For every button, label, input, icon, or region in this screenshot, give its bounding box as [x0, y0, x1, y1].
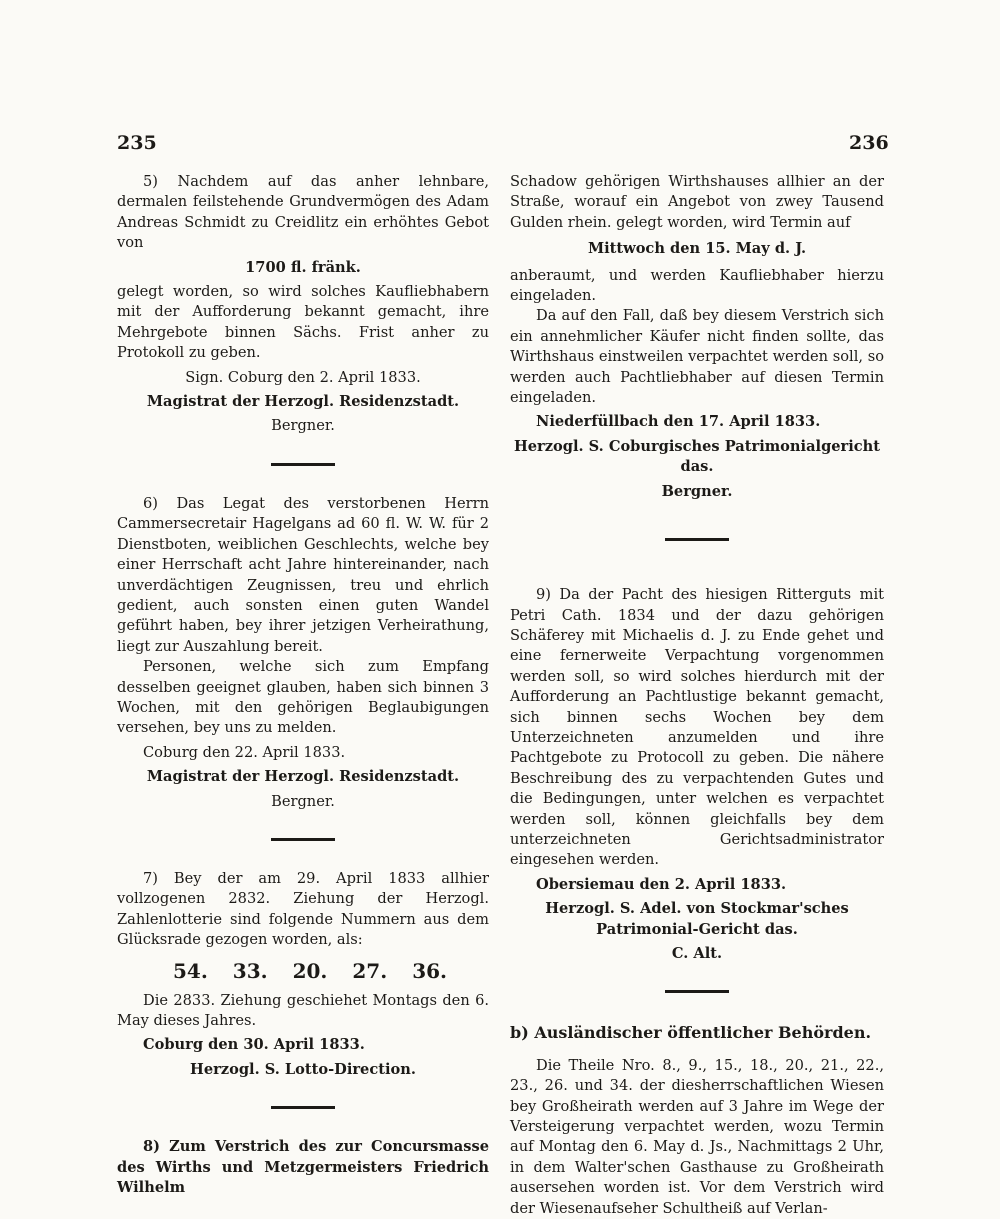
- notice-8-term: Mittwoch den 15. May d. J.: [587, 240, 807, 258]
- notice-5-signature: Bergner.: [271, 417, 335, 435]
- notice-5-date: Sign. Coburg den 2. April 1833.: [185, 368, 421, 386]
- notice-9-text: 9) Da der Pacht des hiesigen Ritterguts mit Petri Cath. 1834 und der dazu gehörigen Schäferey mit Michaelis d. J. zu Ende gehet und eine fernerweite Verpachtung vorgenommen werden soll, so wird solches hierdurch mit der Aufforderung an Pachtlustige bekannt gemacht, sich binnen sechs Wochen bey dem Unterzeichneten anzumelden und ihre Pachtgebote zu Protocoll zu geben. Die nähere Beschreibung des zu verpachtenden Gutes und die Bedingungen, unter welchen es verpachtet werden soll, können gleichfalls bey dem unterzeichneten Gerichtsadministrator eingesehen werden.: [510, 586, 884, 869]
- right-column: [510, 172, 884, 1219]
- left-column: [117, 172, 489, 1198]
- notice-7-authority: Herzogl. S. Lotto-Direction.: [190, 1060, 416, 1078]
- notice-7-text-cont: Die 2833. Ziehung geschiehet Montags den 6. May dieses Jahres.: [117, 991, 489, 1029]
- lottery-number: 54.: [173, 958, 208, 983]
- notice-9-authority: Herzogl. S. Adel. von Stockmar'sches Patrimonial-Gericht das.: [545, 900, 849, 938]
- notice-7-date: Coburg den 30. April 1833.: [143, 1036, 365, 1054]
- notice-5-authority: Magistrat der Herzogl. Residenzstadt.: [146, 393, 460, 411]
- page-number-right: 236: [849, 132, 889, 154]
- notice-8-authority: Herzogl. S. Coburgisches Patrimonialgericht das.: [513, 437, 881, 476]
- lottery-number: 20.: [292, 958, 328, 983]
- divider: [665, 990, 729, 993]
- notice-6-date: Coburg den 22. April 1833.: [143, 743, 346, 761]
- notice-6-text-cont: Personen, welche sich zum Empfang desselben geeignet glauben, haben sich binnen 3 Wochen, mit den gehörigen Beglaubigungen versehen, bey uns zu melden.: [117, 658, 489, 737]
- section-b-text: Die Theile Nro. 8., 9., 15., 18., 20., 21., 22., 23., 26. und 34. der diesherrschaftlichen Wiesen bey Großheirath werden auf 3 Jahre im Wege der Versteigerung verpachtet werden, wozu Termin auf Montag den 6. May d. Js., Nachmittags 2 Uhr, in dem Walter'schen Gasthause zu Großheirath ausersehen worden ist. Vor dem Verstrich wird der Wiesenaufseher Schultheiß auf Verlan-: [510, 1056, 884, 1217]
- divider: [271, 463, 335, 466]
- notice-5-text: 5) Nachdem auf das anher lehnbare, dermalen feilstehende Grundvermögen des Adam Andreas Schmidt zu Creidlitz ein erhöhtes Gebot von: [117, 173, 489, 252]
- page-number-left: 235: [117, 132, 157, 154]
- notice-9-signature: C. Alt.: [671, 945, 723, 962]
- lottery-number: 36.: [412, 958, 447, 983]
- divider: [665, 538, 729, 541]
- lottery-numbers: [117, 957, 489, 985]
- notice-6-signature: Bergner.: [271, 792, 335, 810]
- notice-8-date: Niederfüllbach den 17. April 1833.: [536, 413, 821, 431]
- notice-6-text: 6) Das Legat des verstorbenen Herrn Cammersecretair Hagelgans ad 60 fl. W. W. für 2 Dienstboten, weiblichen Geschlechts, welche bey einer Herrschaft acht Jahre hintereinander, nach unverdächtigen Zeugnissen, treu und ehrlich gedient, auch sonsten einen guten Wandel geführt haben, bey ihrer jetzigen Verheirathung, liegt zur Auszahlung bereit.: [117, 494, 489, 655]
- notice-8-text-cont: Schadow gehörigen Wirthshauses allhier an der Straße, worauf ein Angebot von zwey Tausend Gulden rhein. gelegt worden, wird Termin auf: [510, 173, 884, 231]
- divider: [271, 838, 335, 841]
- notice-8-text: 8) Zum Verstrich des zur Concursmasse des Wirths und Metzgermeisters Friedrich Wilhelm: [117, 1138, 489, 1197]
- notice-8-text-cont3: Da auf den Fall, daß bey diesem Verstrich sich ein annehmlicher Käufer nicht finden sollte, das Wirthshaus einstweilen verpachtet werden soll, so werden auch Pachtliebhaber auf diesen Termin eingeladen.: [510, 307, 884, 407]
- divider: [271, 1106, 335, 1109]
- notice-8-text-cont2: anberaumt, und werden Kaufliebhaber hierzu eingeladen.: [510, 266, 884, 305]
- notice-9-date: Obersiemau den 2. April 1833.: [536, 875, 787, 893]
- notice-7-text: 7) Bey der am 29. April 1833 allhier vollzogenen 2832. Ziehung der Herzogl. Zahlenlotterie sind folgende Nummern aus dem Glücksrade gezogen worden, als:: [117, 869, 489, 949]
- notice-5-amount: 1700 fl. fränk.: [245, 258, 361, 276]
- section-heading: b) Ausländischer öffentlicher Behörden.: [510, 1023, 872, 1043]
- lottery-number: 33.: [232, 958, 268, 983]
- lottery-number: 27.: [352, 958, 388, 983]
- notice-8-signature: Bergner.: [661, 482, 733, 500]
- notice-5-text-cont: gelegt worden, so wird solches Kaufliebhabern mit der Aufforderung bekannt gemacht, ihre Mehrgebote binnen Sächs. Frist anher zu Protokoll zu geben.: [117, 283, 489, 362]
- notice-6-authority: Magistrat der Herzogl. Residenzstadt.: [146, 768, 460, 786]
